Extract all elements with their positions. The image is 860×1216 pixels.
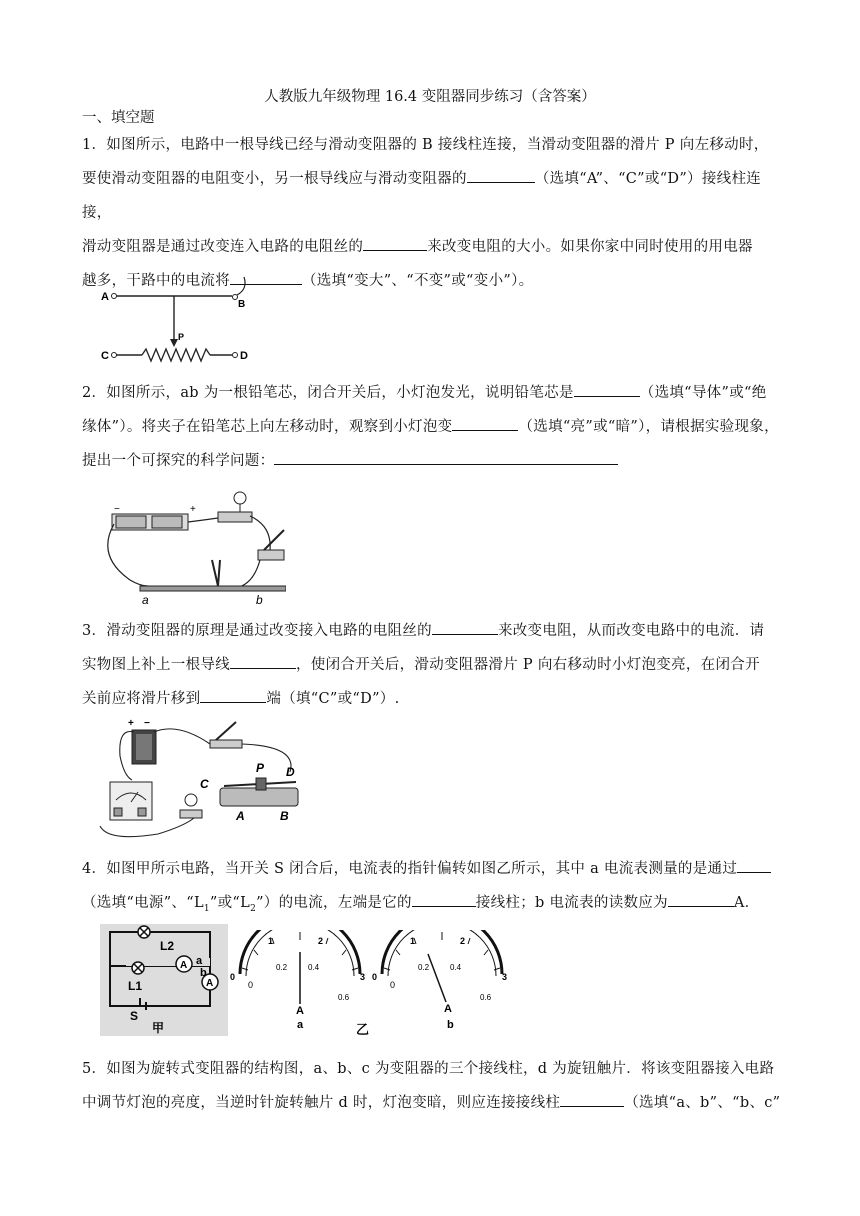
ammeter-dial-a xyxy=(230,930,365,1031)
answer-blank[interactable] xyxy=(432,620,498,635)
svg-text:A: A xyxy=(296,1005,304,1017)
svg-text:0.6: 0.6 xyxy=(480,993,492,1002)
rheostat-figure xyxy=(98,275,258,370)
q2-line-1: 2．如图所示，ab 为一根铅笔芯，闭合开关后，小灯泡发光，说明铅笔芯是 （选填“导体”或“绝 xyxy=(82,376,782,410)
svg-text:A: A xyxy=(180,960,188,971)
q2-line-2: 缘体”）。将夹子在铅笔芯上向左移动时，观察到小灯泡变 （选填“亮”或“暗”），请根据实验现象， xyxy=(82,410,782,444)
resistance-wire xyxy=(142,349,210,361)
clip xyxy=(212,560,218,586)
bulb-base xyxy=(218,512,252,522)
q1-line-1: 1．如图所示，电路中一根导线已经与滑动变阻器的 B 接线柱连接，当滑动变阻器的滑片 P 向左移动时， xyxy=(82,137,769,153)
label-d: D xyxy=(240,350,248,362)
question-4 xyxy=(82,852,782,926)
svg-text:0.2: 0.2 xyxy=(276,963,288,972)
label-a: a xyxy=(196,955,203,967)
label-a: a xyxy=(142,593,149,607)
answer-blank[interactable] xyxy=(363,236,427,251)
svg-text:1: 1 xyxy=(410,936,416,946)
ammeter-dial-b xyxy=(372,930,507,1031)
label-c: C xyxy=(101,350,109,362)
pointer-b xyxy=(428,954,446,1002)
svg-text:1: 1 xyxy=(268,936,274,946)
pencil-lead-circuit-figure xyxy=(100,486,286,608)
svg-text:0.2: 0.2 xyxy=(418,963,430,972)
minus-label: − xyxy=(144,718,150,729)
svg-text:2: 2 xyxy=(318,936,324,946)
label-d: D xyxy=(286,765,295,779)
circuit-diagram-jia xyxy=(100,924,228,1036)
rheostat-coil xyxy=(220,788,298,806)
svg-text:0.6: 0.6 xyxy=(338,993,350,1002)
q1-line-2: 要使滑动变阻器的电阻变小，另一根导线应与滑动变阻器的 （选填“A”、“C”或“D”）接线柱连接， xyxy=(82,162,782,230)
answer-blank[interactable] xyxy=(574,382,640,397)
label-yi: 乙 xyxy=(356,1022,370,1037)
label-b: b xyxy=(256,593,263,607)
label-p: P xyxy=(256,761,265,775)
terminal-c xyxy=(112,353,117,358)
answer-blank[interactable] xyxy=(560,1092,624,1107)
answer-blank[interactable] xyxy=(668,892,734,907)
question-3 xyxy=(82,614,782,716)
svg-text:0: 0 xyxy=(390,980,396,990)
q1-line-3: 滑动变阻器是通过改变连入电路的电阻丝的 来改变电阻的大小。如果你家中同时使用的用电器 xyxy=(82,230,782,264)
rheostat-circuit-figure xyxy=(98,716,308,844)
question-5 xyxy=(82,1052,782,1120)
answer-blank[interactable] xyxy=(274,450,618,465)
label-a: A xyxy=(101,291,109,303)
terminal-a xyxy=(112,294,117,299)
svg-text:a: a xyxy=(297,1019,304,1031)
label-jia: 甲 xyxy=(152,1021,165,1035)
svg-text:3: 3 xyxy=(502,972,508,982)
svg-text:b: b xyxy=(447,1019,454,1031)
wire xyxy=(237,277,245,295)
q3-line-2: 实物图上补上一根导线 ，使闭合开关后，滑动变阻器滑片 P 向右移动时小灯泡变亮，在闭合开 xyxy=(82,648,782,682)
q2-line-3: 提出一个可探究的科学问题： xyxy=(82,444,782,478)
switch-lever xyxy=(264,530,284,550)
page-title: 人教版九年级物理 16.4 变阻器同步练习（含答案） xyxy=(264,89,596,105)
q5-line-1: 5．如图为旋转式变阻器的结构图，a、b、c 为变阻器的三个接线柱，d 为旋钮触片．将该变阻器接入电路 xyxy=(82,1061,775,1077)
answer-blank[interactable] xyxy=(737,858,771,873)
label-b: B xyxy=(238,299,246,310)
answer-blank[interactable] xyxy=(412,892,476,907)
svg-text:0.4: 0.4 xyxy=(450,963,462,972)
label-p: P xyxy=(178,332,185,342)
svg-text:3: 3 xyxy=(360,972,366,982)
pencil-lead xyxy=(140,586,286,591)
svg-text:A: A xyxy=(444,1003,452,1015)
label-b: b xyxy=(200,967,207,979)
label-c: C xyxy=(200,777,209,791)
label-s: S xyxy=(130,1009,139,1023)
slider-p xyxy=(256,778,266,790)
q4-line-1: 4．如图甲所示电路，当开关 S 闭合后，电流表的指针偏转如图乙所示，其中 a 电流表测量的是通过 xyxy=(82,852,782,886)
bulb-icon xyxy=(185,794,197,806)
q1-line-4: 越多，干路中的电流将 （选填“变大”、“不变”或“变小”）。 xyxy=(82,264,782,298)
svg-text:2: 2 xyxy=(460,936,466,946)
question-2 xyxy=(82,376,782,478)
question-1 xyxy=(82,128,782,298)
label-b: B xyxy=(280,809,289,823)
terminal-d xyxy=(233,353,238,358)
ammeter-dials-yi xyxy=(230,930,510,1040)
section-heading: 一、填空题 xyxy=(82,110,155,126)
svg-text:0: 0 xyxy=(372,972,378,982)
terminal-b xyxy=(233,295,238,300)
label-l1: L1 xyxy=(128,979,143,993)
q5-line-2: 中调节灯泡的亮度，当逆时针旋转触片 d 时，灯泡变暗，则应连接接线柱 （选填“a、b”、“b、c” xyxy=(82,1086,782,1120)
answer-blank[interactable] xyxy=(467,168,535,183)
q3-line-1: 3．滑动变阻器的原理是通过改变接入电路的电阻丝的 来改变电阻，从而改变电路中的电流．请 xyxy=(82,614,782,648)
answer-blank[interactable] xyxy=(230,654,296,669)
q4-line-2: （选填“电源”、“$L_1$”或“$L_2$”）的电流，左端是它的 接线柱；b 电流表的读数应为 A． xyxy=(82,886,782,926)
q3-line-3: 关前应将滑片移到 端（填“C”或“D”）. xyxy=(82,682,782,716)
svg-text:A: A xyxy=(206,978,214,989)
label-a: A xyxy=(236,809,245,823)
answer-blank[interactable] xyxy=(452,416,518,431)
switch-lever xyxy=(216,722,236,740)
minus-label: − xyxy=(114,504,120,515)
bulb-base xyxy=(180,810,202,818)
svg-text:0: 0 xyxy=(230,972,236,982)
svg-text:0: 0 xyxy=(248,980,254,990)
bulb-icon xyxy=(234,492,246,504)
plus-label: + xyxy=(128,718,134,729)
switch-base xyxy=(210,740,242,748)
label-l2: L2 xyxy=(160,939,175,953)
plus-label: + xyxy=(190,504,196,515)
answer-blank[interactable] xyxy=(200,688,266,703)
switch-base xyxy=(258,550,284,560)
svg-text:0.4: 0.4 xyxy=(308,963,320,972)
